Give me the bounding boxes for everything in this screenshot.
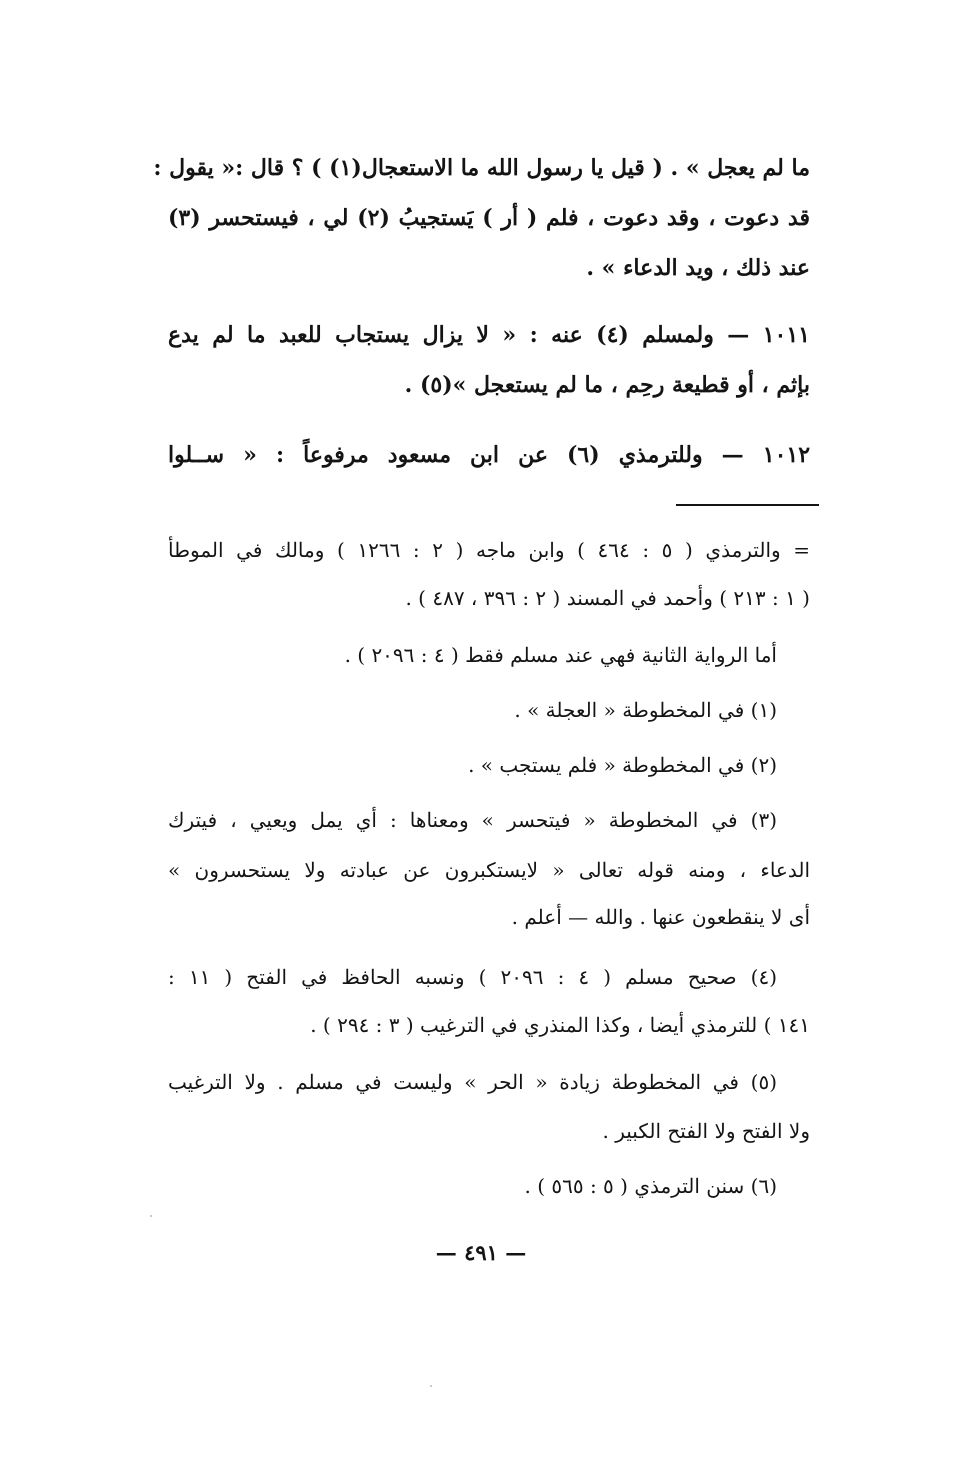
hadith-1012-line: ١٠١٢ — وللترمذي (٦) عن ابن مسعود مرفوعاً : « ســلوا xyxy=(168,442,811,468)
footnote-2: (٢) في المخطوطة « فلم يستجب » . xyxy=(468,753,777,777)
footnote-5-cont: ولا الفتح ولا الفتح الكبير . xyxy=(602,1119,810,1143)
page-number: — ٤٩١ — xyxy=(435,1240,527,1265)
footnote-line: = والترمذي ( ٥ : ٤٦٤ ) وابن ماجه ( ٢ : ١٢٦٦ ) ومالك في الموطأ xyxy=(168,538,811,562)
footnote-3-cont: الدعاء ، ومنه قوله تعالى « لايستكبرون عن عبادته ولا يستحسرون » xyxy=(168,858,810,882)
footnote-5: (٥) في المخطوطة زيادة « الحر » وليست في مسلم . ولا الترغيب xyxy=(168,1070,777,1094)
footnote-line: ( ١ : ٢١٣ ) وأحمد في المسند ( ٢ : ٣٩٦ ، ٤٨٧ ) . xyxy=(405,586,810,610)
footnote-4-cont: ١٤١ ) للترمذي أيضا ، وكذا المنذري في الترغيب ( ٣ : ٢٩٤ ) . xyxy=(310,1013,810,1037)
main-text-line: عند ذلك ، ويد الدعاء » . xyxy=(586,255,810,281)
footnote-4: (٤) صحيح مسلم ( ٤ : ٢٠٩٦ ) ونسبه الحافظ في الفتح ( ١١ : xyxy=(168,965,778,989)
footnote-1: (١) في المخطوطة « العجلة » . xyxy=(514,698,777,722)
hadith-1011-line: بإثم ، أو قطيعة رحِم ، ما لم يستعجل »(٥) . xyxy=(404,372,810,398)
footnote-6: (٦) سنن الترمذي ( ٥ : ٥٦٥ ) . xyxy=(524,1174,777,1198)
scan-speck xyxy=(150,1215,152,1217)
footnote-line: أما الرواية الثانية فهي عند مسلم فقط ( ٤ : ٢٠٩٦ ) . xyxy=(344,643,777,667)
main-text-line: ما لم يعجل » . ( قيل يا رسول الله ما الاستعجال(١) ) ؟ قال :« يقول : xyxy=(153,155,810,181)
hadith-1011-line: ١٠١١ — ولمسلم (٤) عنه : « لا يزال يستجاب للعبد ما لم يدع xyxy=(168,322,810,348)
footnote-separator xyxy=(676,504,819,506)
scan-speck xyxy=(430,1385,432,1387)
main-text-line: قد دعوت ، وقد دعوت ، فلم ( أر ) يَستجيبُ (٢) لي ، فيستحسر (٣) xyxy=(168,205,810,231)
footnote-3-cont: أى لا ينقطعون عنها . والله — أعلم . xyxy=(511,905,810,929)
footnote-3: (٣) في المخطوطة « فيتحسر » ومعناها : أي يمل ويعيي ، فيترك xyxy=(168,808,777,832)
